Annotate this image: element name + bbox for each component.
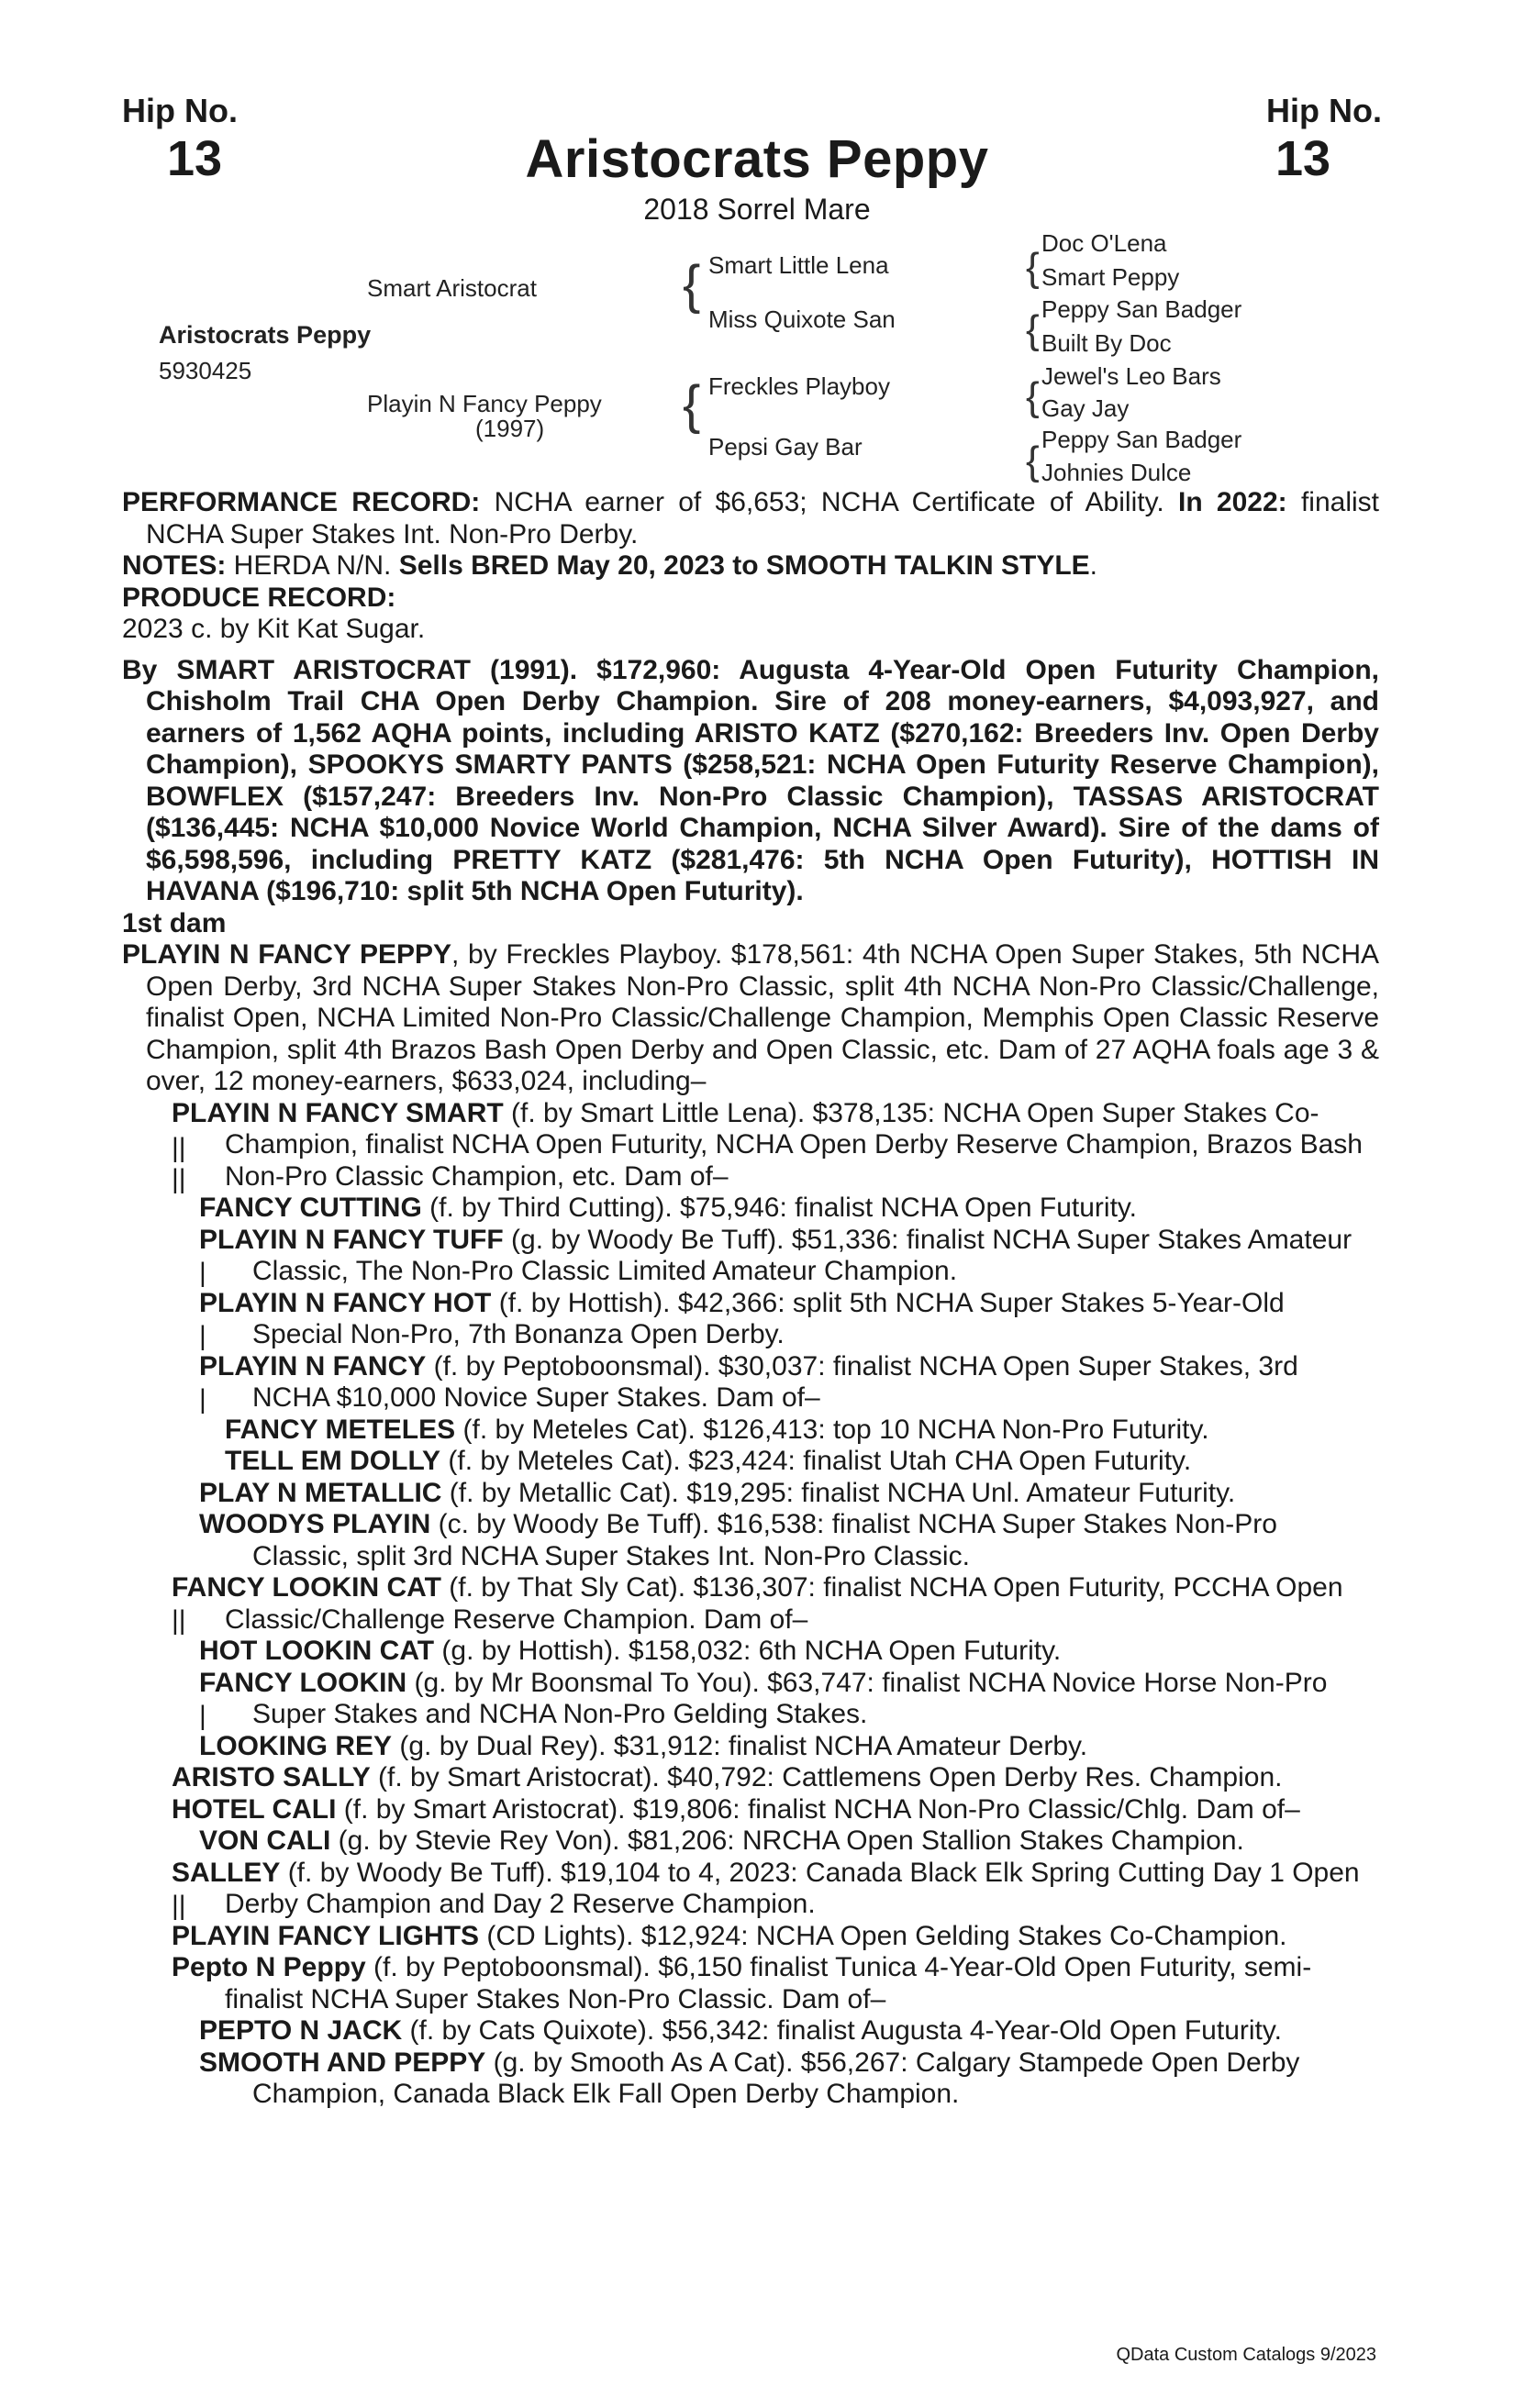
produce-name: HOT LOOKIN CAT [199,1636,435,1666]
pedigree-ddd: Johnies Dulce [1041,459,1192,486]
performance-record [122,487,1379,550]
pedigree-ds: Freckles Playboy [708,372,890,400]
produce-text: (c. by Woody Be Tuff). $16,538: finalist NCHA Super Stakes Non-Pro Classic, split 3rd NCHA Super Stakes Int. Non-Pro Classic. [252,1509,1277,1571]
produce-name: PLAY N METALLIC [199,1477,442,1508]
produce-item [172,1762,1379,1794]
produce-name: PLAYIN N FANCY [199,1350,427,1382]
pedigree-sire: Smart Aristocrat [367,274,537,302]
hip-number-right: 13 [1275,131,1331,186]
produce-text: (f. by Meteles Cat). $126,413: top 10 NCHA Non-Pro Futurity. [455,1414,1209,1445]
produce-connector: | [199,1320,206,1351]
produce-name: WOODYS PLAYIN [199,1509,431,1539]
notes-text: HERDA N/N. [226,550,399,581]
produce-item [199,1225,1379,1288]
produce-item [199,1478,1379,1510]
produce-item [199,2015,1379,2047]
produce-text: (g. by Woody Be Tuff). $51,336: finalist NCHA Super Stakes Amateur Classic, The Non-Pro Classic Limited Amateur Champion. [252,1224,1353,1286]
produce-text: (g. by Stevie Rey Von). $81,206: NRCHA Open Stallion Stakes Champion. [330,1825,1244,1856]
notes-end: . [1089,550,1098,581]
first-dam-paragraph [122,939,1379,1098]
hip-label-right: Hip No. [1266,92,1382,129]
produce-name: FANCY CUTTING [199,1193,422,1223]
produce-item [172,1921,1379,1953]
produce-name: PLAYIN N FANCY TUFF [199,1224,504,1255]
horse-name-title: Aristocrats Peppy [525,129,989,189]
first-dam-label: 1st dam [122,907,227,938]
produce-name: VON CALI [199,1825,331,1856]
produce-connector: | [199,1257,206,1288]
performance-year: In 2022: [1177,487,1287,517]
performance-text: NCHA earner of $6,653; NCHA Certificate of Ability. [480,487,1178,517]
brace-ds: { [1026,374,1040,419]
produce-connector: || [172,1890,186,1921]
produce-text: (f. by Third Cutting). $75,946: finalist NCHA Open Futurity. [421,1193,1138,1223]
produce-name: PLAYIN FANCY LIGHTS [172,1920,480,1951]
produce-text: (f. by That Sly Cat). $136,307: finalist NCHA Open Futurity, PCCHA Open Classic/Challenge Reserve Champion. Dam of– [225,1572,1343,1635]
produce-name: PLAYIN N FANCY HOT [199,1287,492,1318]
produce-name: SALLEY [172,1857,281,1888]
catalog-footer: QData Custom Catalogs 9/2023 [1116,2345,1376,2365]
produce-name: SMOOTH AND PEPPY [199,2047,486,2078]
produce-label: PRODUCE RECORD: [122,582,396,613]
pedigree-sd: Miss Quixote San [708,305,896,333]
produce-text: (f. by Meteles Cat). $23,424: finalist Utah CHA Open Futurity. [440,1446,1192,1476]
produce-item [199,1509,1379,1572]
brace-sd: { [1026,307,1040,352]
produce-item [172,1572,1379,1636]
hip-number-left: 13 [167,131,223,186]
produce-text: (f. by Peptoboonsmal). $30,037: finalist NCHA Open Super Stakes, 3rd NCHA $10,000 Novice Super Stakes. Dam of– [252,1350,1298,1413]
produce-name: FANCY METELES [225,1414,456,1445]
produce-list [122,1098,1379,2111]
notes-bred: Sells BRED May 20, 2023 to SMOOTH TALKIN STYLE [398,550,1090,581]
performance-label: PERFORMANCE RECORD: [122,487,481,517]
brace-sire: { [683,255,701,315]
produce-text: (g. by Mr Boonsmal To You). $63,747: finalist NCHA Novice Horse Non-Pro Super Stakes and NCHA Non-Pro Gelding Stakes. [252,1667,1328,1729]
pedigree-sss: Doc O'Lena [1041,229,1167,257]
produce-item [199,2047,1379,2111]
produce-text: (f. by Smart Little Lena). $378,135: NCHA Open Super Stakes Co-Champion, finalist NCHA Open Futurity, NCHA Open Derby Reserve Champion, Brazos Bash Non-Pro Classic Champion, etc. Dam of– [225,1097,1363,1192]
produce-name: PLAYIN N FANCY SMART [172,1097,504,1128]
produce-name: HOTEL CALI [172,1793,337,1825]
pedigree-dam: Playin N Fancy Peppy [367,390,602,417]
produce-text: (f. by Woody Be Tuff). $19,104 to 4, 2023: Canada Black Elk Spring Cutting Day 1 Open Derby Champion and Day 2 Reserve Champion. [225,1857,1360,1919]
produce-item [172,1858,1379,1921]
produce-item [172,1794,1379,1826]
produce-connector: || [172,1163,186,1194]
produce-item [199,1193,1379,1225]
produce-text: (f. by Metallic Cat). $19,295: finalist NCHA Unl. Amateur Futurity. [441,1477,1236,1508]
produce-name: FANCY LOOKIN [199,1667,407,1698]
produce-text: (f. by Smart Aristocrat). $19,806: finalist NCHA Non-Pro Classic/Chlg. Dam of– [336,1793,1300,1825]
pedigree-reg-number: 5930425 [159,357,252,384]
produce-text: (g. by Smooth As A Cat). $56,267: Calgary Stampede Open Derby Champion, Canada Black Elk Fall Open Derby Champion. [252,2047,1300,2109]
produce-item [225,1415,1379,1447]
catalog-body [122,487,1379,2111]
produce-item [172,1952,1379,2015]
pedigree-sdd: Built By Doc [1041,329,1172,357]
horse-description: 2018 Sorrel Mare [643,193,871,226]
pedigree-dd: Pepsi Gay Bar [708,433,863,461]
produce-item [199,1351,1379,1415]
produce-text: (f. by Cats Quixote). $56,342: finalist Augusta 4-Year-Old Open Futurity. [402,2015,1282,2046]
produce-record-text: 2023 c. by Kit Kat Sugar. [122,614,426,644]
produce-item [199,1668,1379,1731]
produce-text: (g. by Hottish). $158,032: 6th NCHA Open Futurity. [434,1636,1062,1666]
notes-label: NOTES: [122,550,227,581]
sire-paragraph: By SMART ARISTOCRAT (1991). $172,960: Augusta 4-Year-Old Open Futurity Champion, Chisholm Trail CHA Open Derby Champion. Sire of 208 money-earners, $4,093,927, and earners of 1,562 AQHA points, including ARISTO KATZ ($270,162: Breeders Inv. Open Derby Champion), SPOOKYS SMARTY PANTS ($258,521: NCHA Open Futurity Reserve Champion), BOWFLEX ($157,247: Breeders Inv. Non-Pro Classic Champion), TASSAS ARISTOCRAT ($136,445: NCHA $10,000 Novice World Champion, NCHA Silver Award). Sire of the dams of $6,598,596, including PRETTY KATZ ($281,476: 5th NCHA Open Futurity), HOTTISH IN HAVANA ($196,710: split 5th NCHA Open Futurity). [122,654,1379,906]
performance-text-2: finalist NCHA Super Stakes Int. Non-Pro Derby. [146,487,1379,549]
produce-record-label [122,583,1379,615]
brace-dd: { [1026,438,1040,483]
produce-item [199,1288,1379,1351]
first-dam-text: , by Freckles Playboy. $178,561: 4th NCHA Open Super Stakes, 5th NCHA Open Derby, 3rd NCHA Super Stakes Non-Pro Classic, split 4th NCHA Non-Pro Classic/Challenge, finalist Open, NCHA Limited Non-Pro Classic/Challenge Champion, Memphis Open Classic Reserve Champion, split 4th Brazos Bash Open Derby and Open Classic, etc. Dam of 27 AQHA foals age 3 & over, 12 money-earners, $633,024, including– [146,939,1380,1096]
produce-name: LOOKING REY [199,1730,393,1761]
produce-connector: | [199,1383,206,1415]
pedigree-ssd: Smart Peppy [1041,263,1180,291]
pedigree-ss: Smart Little Lena [708,251,889,279]
pedigree-dam-year: (1997) [475,415,545,442]
produce-item [225,1446,1379,1478]
produce-name: TELL EM DOLLY [225,1446,441,1476]
produce-text: (f. by Smart Aristocrat). $40,792: Cattlemens Open Derby Res. Champion. [370,1762,1283,1792]
produce-text: (f. by Hottish). $42,366: split 5th NCHA Super Stakes 5-Year-Old Special Non-Pro, 7th Bonanza Open Derby. [252,1287,1285,1349]
first-dam-name: PLAYIN N FANCY PEPPY [122,939,452,970]
produce-name: PEPTO N JACK [199,2015,403,2046]
produce-connector: || [172,1605,186,1636]
pedigree-horse-name: Aristocrats Peppy [159,321,372,349]
produce-item [199,1825,1379,1858]
pedigree-sds: Peppy San Badger [1041,295,1242,323]
pedigree-dss: Jewel's Leo Bars [1041,362,1221,390]
produce-item [199,1636,1379,1668]
brace-dam: { [683,375,701,435]
produce-name: ARISTO SALLY [172,1762,371,1792]
pedigree-dsd: Gay Jay [1041,394,1130,422]
produce-text: (f. by Peptoboonsmal). $6,150 finalist Tunica 4-Year-Old Open Futurity, semi-finalist NCHA Super Stakes Non-Pro Classic. Dam of– [225,1952,1312,2014]
produce-connector: || [172,1132,186,1163]
produce-item [172,1098,1379,1193]
hip-label-left: Hip No. [122,92,238,129]
brace-ss: { [1026,245,1040,290]
produce-text: (g. by Dual Rey). $31,912: finalist NCHA Amateur Derby. [392,1730,1088,1761]
produce-item [199,1731,1379,1763]
produce-text: (CD Lights). $12,924: NCHA Open Gelding Stakes Co-Champion. [479,1920,1287,1951]
notes [122,550,1379,583]
produce-name: Pepto N Peppy [172,1952,366,1982]
produce-name: FANCY LOOKIN CAT [172,1572,441,1603]
pedigree-dds: Peppy San Badger [1041,426,1242,453]
produce-connector: | [199,1700,206,1731]
